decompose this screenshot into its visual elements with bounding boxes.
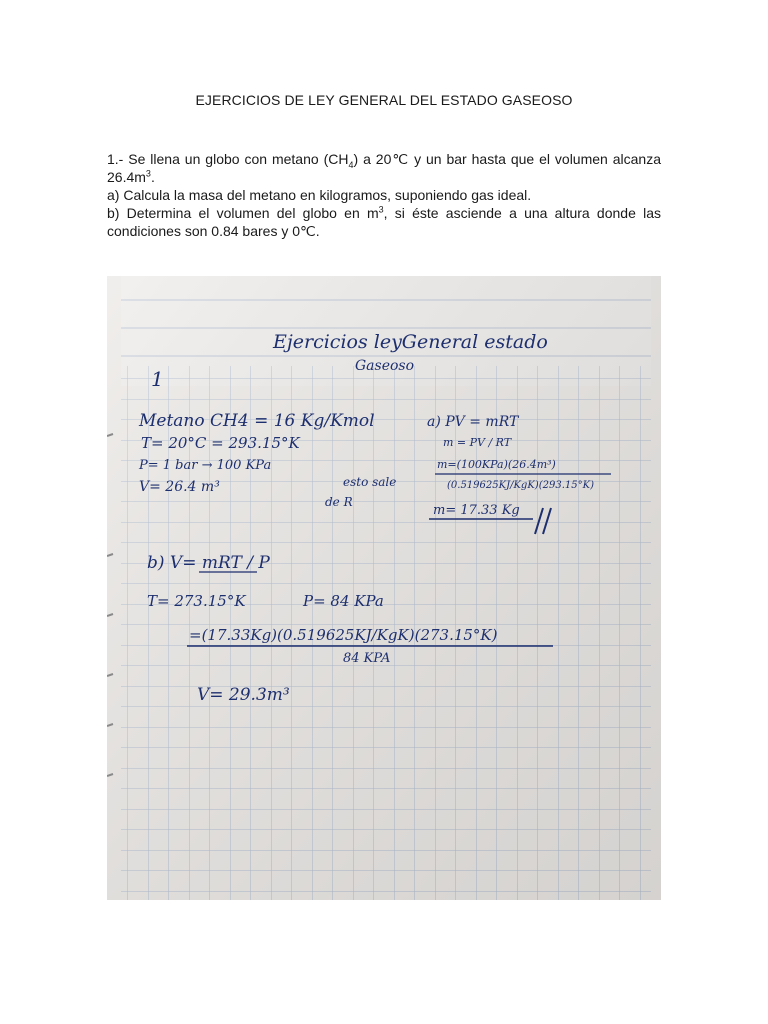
hw-v-result: V= 29.3m³ xyxy=(197,685,290,705)
problem-part-b: b) Determina el volumen del globo en $m^3$, si éste asciende a una altura donde las condiciones son 0.84 bares y 0℃. xyxy=(107,204,661,239)
page-title: EJERCICIOS DE LEY GENERAL DEL ESTADO GASEOSO xyxy=(195,92,573,108)
hw-part-b-label: b) V= mRT / P xyxy=(147,553,270,573)
hw-title-line1: Ejercicios leyGeneral estado xyxy=(273,331,548,353)
hw-problem-number: 1 xyxy=(151,367,164,391)
hw-pressure-b: P= 84 KPa xyxy=(303,592,384,610)
notebook-photo xyxy=(107,276,661,900)
hw-m-numerator: m=(100KPa)(26.4m³) xyxy=(437,458,556,471)
hw-temperature-b: T= 273.15°K xyxy=(147,592,246,610)
hw-pressure: P= 1 bar → 100 KPa xyxy=(139,458,272,473)
problem-statement xyxy=(107,150,661,240)
hw-part-a-label: a) PV = mRT xyxy=(427,414,519,430)
hw-temperature: T= 20°C = 293.15°K xyxy=(141,434,300,452)
ch-subscript: 4 xyxy=(348,159,354,170)
hw-m-denominator: (0.519625KJ/KgK)(293.15°K) xyxy=(447,480,594,491)
problem-part-a: a) Calcula la masa del metano en kilogramos, suponiendo gas ideal. xyxy=(107,187,532,203)
hw-m-result: m= 17.33 Kg xyxy=(433,503,520,518)
m3-superscript: 3 xyxy=(378,204,384,215)
hw-metano: Metano CH4 = 16 Kg/Kmol xyxy=(139,411,375,431)
hw-volume: V= 26.4 m³ xyxy=(139,479,220,495)
hw-v-denominator: 84 KPA xyxy=(343,651,391,666)
hw-note-line2: de R xyxy=(325,495,353,509)
problem-intro: 1.- Se llena un globo con metano $(CH_4)$ a 20℃ y un bar hasta que el volumen alcanza $26.4m^3$. xyxy=(107,151,662,185)
hw-v-numerator: =(17.33Kg)(0.519625KJ/KgK)(273.15°K) xyxy=(189,626,498,644)
hw-title-line2: Gaseoso xyxy=(355,358,415,374)
hw-m-formula: m = PV / RT xyxy=(443,436,512,449)
m3-superscript: 3 xyxy=(145,168,151,179)
hw-note-line1: esto sale xyxy=(343,475,397,489)
